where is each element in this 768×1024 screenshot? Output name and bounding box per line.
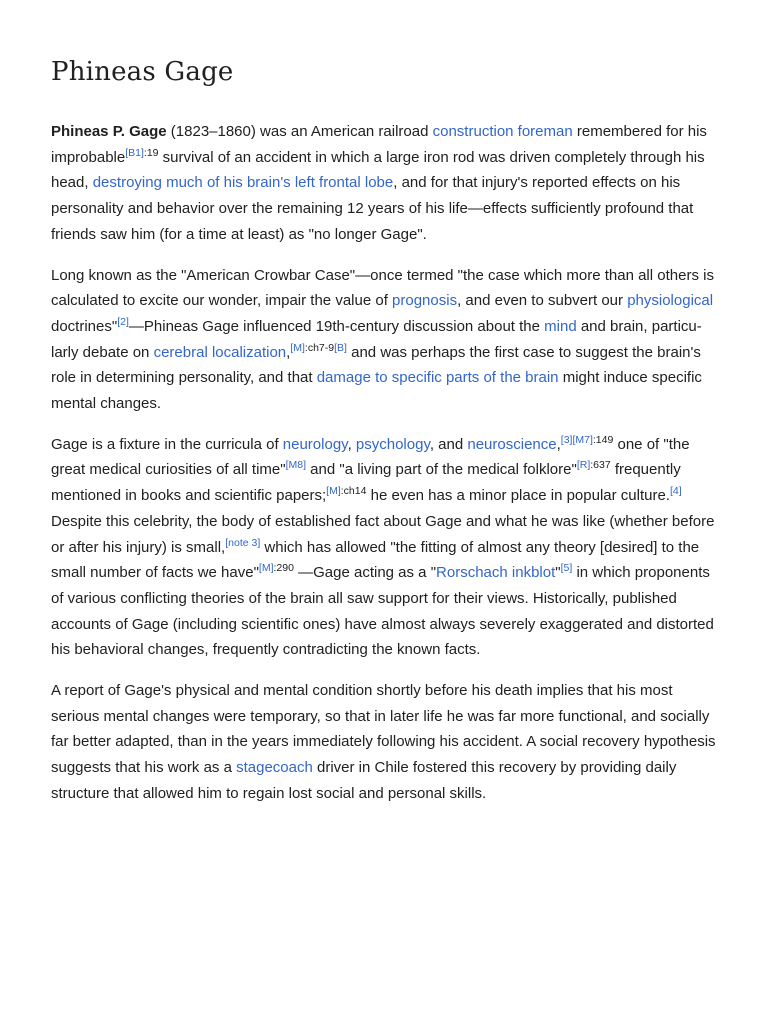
mind-link[interactable]: mind	[544, 317, 577, 335]
citation-page: :149	[592, 433, 614, 446]
body-text: and was perhaps the first case to suggest the brain's role in determining personality, and that	[51, 343, 701, 387]
body-text: (1823–1860) was an American railroad	[166, 123, 433, 140]
citation-link[interactable]: [4]	[669, 485, 682, 498]
citation	[326, 485, 366, 497]
citation	[290, 342, 347, 354]
neuroscience-link[interactable]: neuroscience	[467, 435, 557, 453]
body-text: Despite this celebrity, the body of established fact about Gage and what he was like (whether before or after his injury) is small,	[51, 512, 715, 556]
citation-link[interactable]: [M8]	[285, 459, 307, 472]
frontal-lobe-link[interactable]: destroying much of his brain's left frontal lobe	[92, 174, 394, 192]
citation	[670, 485, 682, 497]
body-text: which has allowed "the fitting of almost any theory [desired] to the small number of facts we have"	[51, 538, 700, 582]
body-text: ,	[556, 435, 561, 453]
body-text: and "a living part of the medical folklore"	[306, 461, 577, 479]
article-subject-bold: Phineas P. Gage	[51, 123, 167, 140]
body-text: ,	[347, 435, 356, 453]
citation-link[interactable]: [5]	[560, 562, 573, 575]
neurology-link[interactable]: neurology	[282, 435, 348, 453]
physiological-link[interactable]: physiological	[627, 292, 714, 310]
body-text: Gage is a fixture in the curricula of	[51, 435, 283, 453]
citation-link[interactable]: [note 3]	[225, 536, 261, 549]
citation	[259, 562, 294, 574]
citation-page: :ch7-9	[304, 341, 335, 354]
body-text: frequently mentioned in books and scientific papers;	[51, 461, 681, 505]
body-text: , and	[429, 435, 468, 453]
body-text: —Phineas Gage influenced 19th-century discussion about the	[128, 317, 545, 335]
citation	[577, 460, 611, 472]
article-body	[51, 119, 723, 822]
paragraph-3	[51, 432, 723, 663]
citation-link[interactable]: [M]	[258, 562, 274, 575]
citation	[117, 316, 129, 328]
paragraph-2	[51, 263, 723, 417]
citation-link[interactable]: [M7]	[572, 433, 593, 446]
body-text: A report of Gage's physical and mental condition shortly before his death implies that his most serious mental changes were temporary, so that in later life he was far more functional, and socially far better adapted, than in the years immediately following his accident. A social recovery hypothesis suggests that his work as a	[51, 682, 716, 777]
brain-damage-link[interactable]: damage to specific parts of the brain	[316, 369, 559, 387]
citation	[125, 147, 158, 159]
citation-page: :637	[590, 459, 611, 472]
citation-link[interactable]: [M]	[290, 341, 305, 354]
citation-link[interactable]: [M]	[326, 485, 341, 498]
body-text: driver in Chile fostered this recovery by providing daily structure that allowed him to regain lost social and personal skills.	[51, 759, 677, 802]
body-text: he even has a minor place in popular culture.	[366, 487, 670, 505]
citation-page: :ch14	[340, 485, 367, 498]
citation-page: :290	[273, 562, 294, 575]
psychology-link[interactable]: psychology	[355, 435, 430, 453]
body-text: one of "the great medical curiosities of all time"	[51, 435, 690, 479]
body-text: , and for that injury's reported effects on his personality and behavior over the remaining 12 years of his life—effects sufficiently profound that friends saw him (for a time at least) as "no longer Gage".	[51, 174, 694, 243]
citation-link[interactable]: [R]	[576, 459, 591, 472]
citation	[286, 460, 306, 472]
body-text: might induce specific mental changes.	[51, 369, 702, 413]
stagecoach-link[interactable]: stagecoach	[236, 759, 313, 777]
construction-foreman-link[interactable]: construction foreman	[432, 123, 573, 140]
page-title: Phineas Gage	[51, 57, 234, 87]
rorschach-inkblot-link[interactable]: Rorschach inkblot	[436, 564, 556, 582]
body-text: doctrines"	[51, 317, 118, 335]
body-text: , and even to subvert our	[457, 292, 628, 310]
paragraph-1	[51, 119, 723, 248]
paragraph-4	[51, 678, 723, 807]
citation-link[interactable]: [2]	[117, 316, 129, 329]
cerebral-localization-link[interactable]: cerebral localization	[153, 343, 287, 361]
citation-page: :19	[143, 146, 159, 159]
prognosis-link[interactable]: prognosis	[392, 292, 458, 310]
body-text: survival of an accident in which a large iron rod was driven completely through his head,	[51, 148, 705, 192]
citation	[225, 537, 260, 549]
body-text: "	[555, 564, 561, 582]
body-text: —Gage acting as a "	[293, 564, 437, 582]
citation	[561, 434, 614, 446]
body-text: in which proponents of various conflicting theories of the brain all saw support for their views. Historically, published accounts of Gage (including scientific ones) have almost always severely exaggerated and distorted his behavioral changes, frequently contradicting the known facts.	[51, 564, 714, 659]
citation-link[interactable]: [B]	[334, 341, 347, 354]
citation	[561, 562, 573, 574]
body-text: remembered for his improbable	[51, 123, 707, 166]
body-text: ,	[286, 343, 291, 361]
body-text: Long known as the "American Crowbar Case"—once termed "the case which more than all others is calculated to excite our wonder, impair the value of	[51, 266, 714, 310]
body-text: and brain, particularly debate on	[51, 317, 702, 361]
citation-link[interactable]: [3]	[560, 433, 573, 446]
citation-link[interactable]: [B1]	[125, 146, 144, 159]
